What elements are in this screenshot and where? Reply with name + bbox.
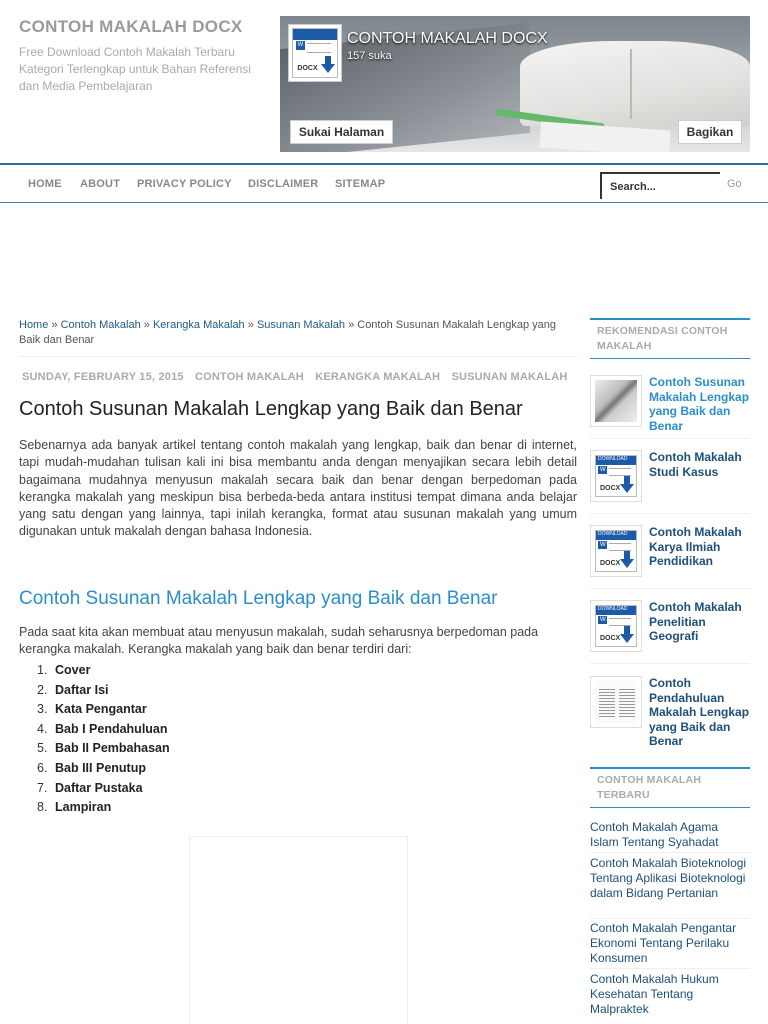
breadcrumb: Home » Contoh Makalah » Kerangka Makalah » Susunan Makalah » Contoh Susunan Makalah Lengkap yang Baik dan Benar	[19, 318, 577, 357]
breadcrumb-home[interactable]: Home	[19, 319, 49, 331]
post-title: Contoh Susunan Makalah Lengkap yang Baik dan Benar	[19, 398, 523, 420]
divider	[590, 438, 750, 439]
post-subheading: Contoh Susunan Makalah Lengkap yang Baik dan Benar	[19, 588, 498, 609]
latest-link[interactable]: Contoh Makalah Bioteknologi Tentang Aplikasi Bioteknologi dalam Bidang Pertanian	[590, 856, 747, 900]
post-label-kerangka-makalah[interactable]: KERANGKA MAKALAH	[315, 371, 441, 383]
divider	[590, 513, 750, 514]
embedded-content-box	[189, 836, 408, 1024]
like-page-button[interactable]: Sukai Halaman	[290, 120, 393, 144]
site-description: Free Download Contoh Makalah Terbaru Kategori Terlengkap untuk Bahan Referensi dan Media Pembelajaran	[19, 45, 251, 93]
post-meta	[22, 371, 576, 383]
latest-link[interactable]: Contoh Makalah Hukum Kesehatan Tentang Malpraktek	[590, 972, 719, 1016]
latest-link[interactable]: Contoh Makalah Agama Islam Tentang Syahadat	[590, 820, 719, 849]
facebook-page-box	[280, 16, 750, 152]
search-input[interactable]	[600, 172, 720, 199]
list-item: 4. Bab I Pendahuluan	[37, 721, 168, 736]
list-item: 1. Cover	[37, 663, 91, 677]
nav-home[interactable]: HOME	[28, 178, 62, 190]
recommend-title[interactable]: Contoh Susunan Makalah Lengkap yang Baik dan Benar	[649, 375, 750, 433]
post-intro: Sebenarnya ada banyak artikel tentang contoh makalah yang lengkap, baik dan benar di internet, tapi mudah-mudahan tulisan kali ini bisa membantu anda dengan menyajikan secara lebih detail bagaimana mudahnya menyusun makalah secara baik dan benar dengan berpedoman pada kerangka makalah yang meskipun bisa berbeda-beda antara institusi tempat dimana anda belajar yang satu dengan yang lainnya, tapi inilah kerangka, format atau susunan makalah yang umum digunakan untuk makalah dengan bahasa Indonesia.	[19, 438, 577, 539]
docx-icon: DOWNLOAD W DOCX	[595, 530, 637, 572]
post-paragraph: Pada saat kita akan membuat atau menyusun makalah, sudah seharusnya berpedoman pada kerangka makalah. Kerangka makalah yang baik dan benar terdiri dari:	[19, 625, 539, 656]
document-icon	[595, 681, 637, 723]
book-photo	[520, 41, 750, 126]
nav-about[interactable]: ABOUT	[80, 178, 121, 190]
breadcrumb-susunan-makalah[interactable]: Susunan Makalah	[256, 319, 345, 331]
divider	[590, 663, 750, 664]
list-item: 3. Kata Pengantar	[37, 702, 147, 717]
divider	[590, 588, 750, 589]
latest-heading: CONTOH MAKALAH TERBARU	[590, 767, 750, 808]
recommend-title[interactable]: Contoh Makalah Karya Ilmiah Pendidikan	[649, 525, 742, 568]
latest-link[interactable]: Contoh Makalah Pengantar Ekonomi Tentang Perilaku Konsumen	[590, 921, 737, 965]
list-item: 5. Bab II Pembahasan	[37, 741, 170, 756]
recommend-title[interactable]: Contoh Makalah Penelitian Geografi	[649, 600, 742, 643]
divider	[590, 852, 750, 853]
recommend-thumbnail[interactable]	[590, 525, 642, 577]
notepad-photo	[539, 121, 670, 152]
go-button[interactable]: Go	[727, 178, 742, 190]
post-date: SUNDAY, FEBRUARY 15, 2015	[22, 371, 184, 383]
post-label-contoh-makalah[interactable]: CONTOH MAKALAH	[194, 371, 304, 383]
list-item: 8. Lampiran	[37, 800, 112, 815]
structure-list	[37, 663, 170, 820]
site-title[interactable]: CONTOH MAKALAH DOCX	[19, 17, 243, 36]
nav-disclaimer[interactable]: DISCLAIMER	[248, 178, 319, 190]
divider	[590, 918, 750, 919]
docx-icon: DOWNLOAD W DOCX	[595, 455, 637, 497]
breadcrumb-kerangka-makalah[interactable]: Kerangka Makalah	[152, 319, 245, 331]
breadcrumb-contoh-makalah[interactable]: Contoh Makalah	[60, 319, 141, 331]
main-nav	[0, 163, 768, 203]
recommend-title[interactable]: Contoh Pendahuluan Makalah Lengkap yang Baik dan Benar	[649, 676, 750, 748]
recommend-title[interactable]: Contoh Makalah Studi Kasus	[649, 450, 742, 479]
recommend-thumbnail[interactable]	[590, 375, 642, 427]
fb-like-count: 157 suka	[347, 50, 392, 62]
divider	[590, 968, 750, 969]
docx-icon: DOWNLOAD W DOCX	[595, 605, 637, 647]
list-item: 7. Daftar Pustaka	[37, 780, 143, 795]
nav-privacy-policy[interactable]: PRIVACY POLICY	[137, 178, 232, 190]
share-button[interactable]: Bagikan	[678, 120, 742, 144]
list-item: 6. Bab III Penutup	[37, 760, 146, 775]
recommend-heading: REKOMENDASI CONTOH MAKALAH	[590, 318, 750, 359]
nav-sitemap[interactable]: SITEMAP	[335, 178, 386, 190]
recommend-thumbnail[interactable]	[590, 450, 642, 502]
post-label-susunan-makalah[interactable]: SUSUNAN MAKALAH	[451, 371, 568, 383]
recommend-thumbnail[interactable]	[590, 676, 642, 728]
list-item: 2. Daftar Isi	[37, 682, 109, 697]
fb-page-thumbnail[interactable]	[288, 24, 342, 82]
docx-icon: W DOCX	[292, 28, 338, 78]
recommend-thumbnail[interactable]	[590, 600, 642, 652]
fb-page-name[interactable]: CONTOH MAKALAH DOCX	[347, 30, 548, 47]
breadcrumb-current: Contoh Susunan Makalah Lengkap yang Baik dan Benar	[19, 319, 557, 346]
